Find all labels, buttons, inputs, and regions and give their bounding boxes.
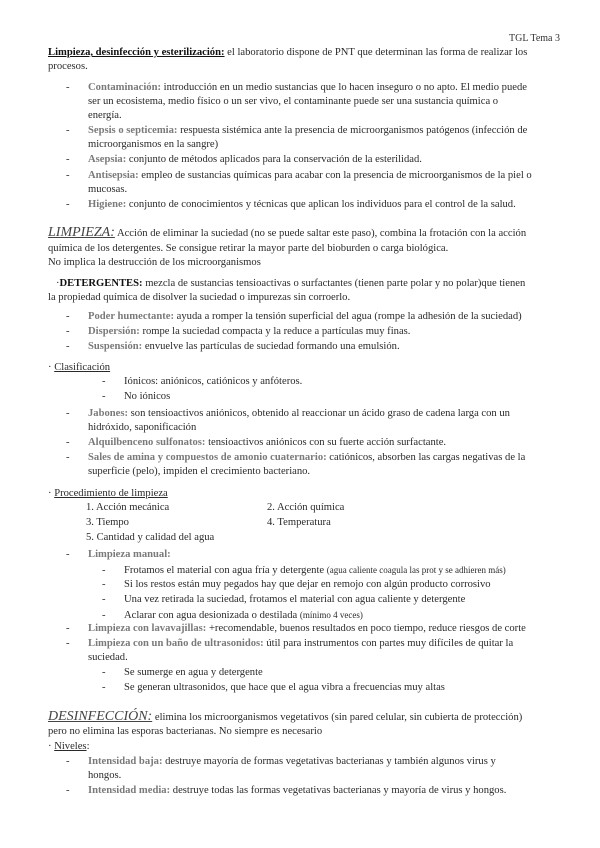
limpieza-line: química de los detergentes. Se consigue retirar la mayor parte del bioburden o carga biológica. [48,243,449,254]
limpieza-manual: - Limpieza manual: [66,549,171,560]
limpieza-line: LIMPIEZA: Acción de eliminar la suciedad (no se puede saltar este paso), combina la frotación con la acción [48,225,527,240]
limpieza-heading: LIMPIEZA: [48,225,115,240]
nivel-line: hongos. [88,770,122,781]
def-line: ser un ecosistema, medio físico o un ser vivo, el contaminante puede ser una sustancia química o [88,96,499,107]
limpieza-ultrasonidos: - Limpieza con un baño de ultrasonidos: útil para instrumentos con partes muy difíciles de quitar la [66,638,514,649]
proc-grid-item: 1. Acción mecánica [86,502,170,513]
def-line: energía. [88,110,122,121]
niveles-label: · Niveles: [48,741,90,752]
manual-step: - Aclarar con agua desionizada o destilada (mínimo 4 veces) [102,610,363,621]
manual-step: - Frotamos el material con agua fría y detergente (agua caliente coagula las prot y se adhieren más) [102,565,506,576]
def-line: mucosas. [88,184,128,195]
clasificacion-line: superficie (pelo), impiden el crecimiento bacteriano. [88,466,311,477]
clasificacion-label: · Clasificación [48,362,111,373]
ultrasonidos-step: - Se generan ultrasonidos, que hace que el agua vibra a frecuencias muy altas [102,682,445,693]
clasificacion-sub: - No iónicos [102,391,171,402]
page-header-tag: TGL Tema 3 [509,33,560,44]
intro-title: Limpieza, desinfección y esterilización: [48,47,225,58]
detergentes-line: la propiedad química de disolver la suciedad o impurezas sin corroerlo. [48,292,351,303]
detergentes-line: ·DETERGENTES: mezcla de sustancias tensioactivas o surfactantes (tienen parte polar y no polar)que tienen [56,278,526,289]
limpieza-lavavajillas: - Limpieza con lavavajillas: +recomendable, buenos resultados en poco tiempo, reduce riesgos de corte [66,623,526,634]
manual-step: - Si los restos están muy pegados hay que dejar en remojo con algún producto corrosivo [102,579,491,590]
proc-grid-item: 5. Cantidad y calidad del agua [86,532,215,543]
def-asepsia: - Asepsia: conjunto de métodos aplicados para la conservación de la esterilidad. [66,154,422,165]
intro-line: Limpieza, desinfección y esterilización: el laboratorio dispone de PNT que determinan las forma de realizar los [48,47,528,58]
proc-grid-item: 2. Acción química [267,502,345,513]
def-contaminacion: - Contaminación: introducción en un medio sustancias que lo hacen inseguro o no apto. El medio puede [66,82,527,93]
desinfeccion-heading: DESINFECCIÓN: [48,709,153,724]
proc-grid-item: 3. Tiempo [86,517,129,528]
desinfeccion-line: pero no elimina las esporas bacterianas. No siempre es necesario [48,726,323,737]
clasificacion-sub: - Iónicos: aniónicos, catiónicos y anfóteros. [102,376,303,387]
manual-step: - Una vez retirada la suciedad, frotamos el material con agua caliente y detergente [102,594,466,605]
desinfeccion-line: DESINFECCIÓN: elimina los microorganismos vegetativos (sin pared celular, sin cubierta de protección) [48,709,523,724]
def-line: microorganismos en la sangre) [88,139,219,150]
detergente-item: - Dispersión: rompe la suciedad compacta y la reduce a partículas muy finas. [66,326,411,337]
ultrasonidos-step: - Se sumerge en agua y detergente [102,667,263,678]
clasificacion-item: - Jabones: son tensioactivos aniónicos, obtenido al reaccionar un ácido graso de cadena larga con un [66,408,510,419]
detergentes-title: DETERGENTES: [59,278,143,289]
clasificacion-item: - Sales de amina y compuestos de amonio cuaternario: catiónicos, absorben las cargas negativas de la [66,452,526,463]
ultrasonidos-line: suciedad. [88,652,128,663]
detergente-item: - Poder humectante: ayuda a romper la tensión superficial del agua (rompe la adhesión de la suciedad) [66,311,522,322]
nivel-item: - Intensidad baja: destruye mayoría de formas vegetativas bacterianas y también algunos virus y [66,756,496,767]
def-antisepsia: - Antisepsia: empleo de sustancias químicas para acabar con la presencia de microorganismos de la piel o [66,170,532,181]
proc-grid-item: 4. Temperatura [267,517,331,528]
limpieza-line: No implica la destrucción de los microorganismos [48,257,261,268]
nivel-item: - Intensidad media: destruye todas las formas vegetativas bacterianas y mayoría de virus y hongos. [66,785,507,796]
procedimiento-label: · Procedimiento de limpieza [48,488,168,499]
detergente-item: - Suspensión: envuelve las partículas de suciedad formando una emulsión. [66,341,400,352]
clasificacion-line: hidróxido, saponificación [88,422,197,433]
def-higiene: - Higiene: conjunto de conocimientos y técnicas que aplican los individuos para el control de la salud. [66,199,516,210]
clasificacion-item: - Alquilbenceno sulfonatos: tensioactivos aniónicos con su fuerte acción surfactante. [66,437,447,448]
intro-line: procesos. [48,61,88,72]
def-sepsis: - Sepsis o septicemia: respuesta sistémica ante la presencia de microorganismos patógenos (infección de [66,125,528,136]
